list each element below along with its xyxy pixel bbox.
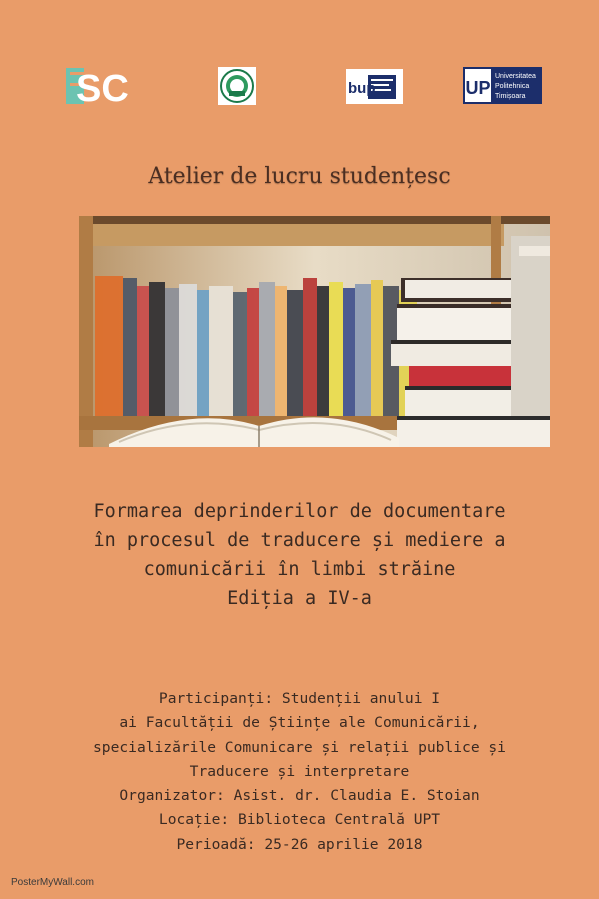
bup-logo-text: bup — [348, 80, 376, 97]
fsc-logo — [66, 66, 140, 106]
upt-logo-line-3: Timișoara — [495, 93, 526, 100]
university-seal-logo — [218, 67, 256, 105]
title-line-2: în procesul de traducere și mediere a — [93, 530, 506, 551]
fsc-logo-icon — [66, 66, 140, 106]
title-line-3: comunicării în limbi străine — [143, 559, 456, 580]
upt-logo-icon — [463, 67, 542, 104]
event-title — [0, 497, 599, 613]
participants-line-3: specializările Comunicare și relații publice și — [93, 738, 506, 756]
participants-line-2: ai Facultății de Științe ale Comunicării, — [119, 714, 480, 732]
event-details — [0, 687, 599, 857]
upt-logo-line-1: Universitatea — [495, 73, 536, 80]
bup-logo-icon — [346, 69, 403, 104]
bookshelf-image — [79, 216, 550, 447]
location-line: Locație: Biblioteca Centrală UPT — [158, 811, 441, 829]
postermywall-watermark[interactable]: PosterMyWall.com — [11, 877, 94, 888]
books-photo — [79, 216, 550, 447]
university-seal-icon — [218, 67, 256, 105]
organizer-line: Organizator: Asist. dr. Claudia E. Stoian — [119, 787, 480, 805]
bup-logo — [346, 69, 403, 104]
title-line-1: Formarea deprinderilor de documentare — [93, 501, 506, 522]
upt-logo-mark: UP — [465, 78, 491, 98]
workshop-subtitle: Atelier de lucru studențesc — [148, 164, 451, 189]
sc-logo-text: SC — [76, 68, 129, 106]
period-line: Perioadă: 25-26 aprilie 2018 — [176, 835, 423, 853]
participants-line-1: Participanți: Studenții anului I — [158, 690, 441, 707]
upt-logo — [463, 67, 542, 104]
participants-line-4: Traducere și interpretare — [189, 762, 410, 780]
upt-logo-line-2: Politehnica — [495, 83, 530, 90]
edition-line: Ediția a IV-a — [227, 588, 372, 609]
